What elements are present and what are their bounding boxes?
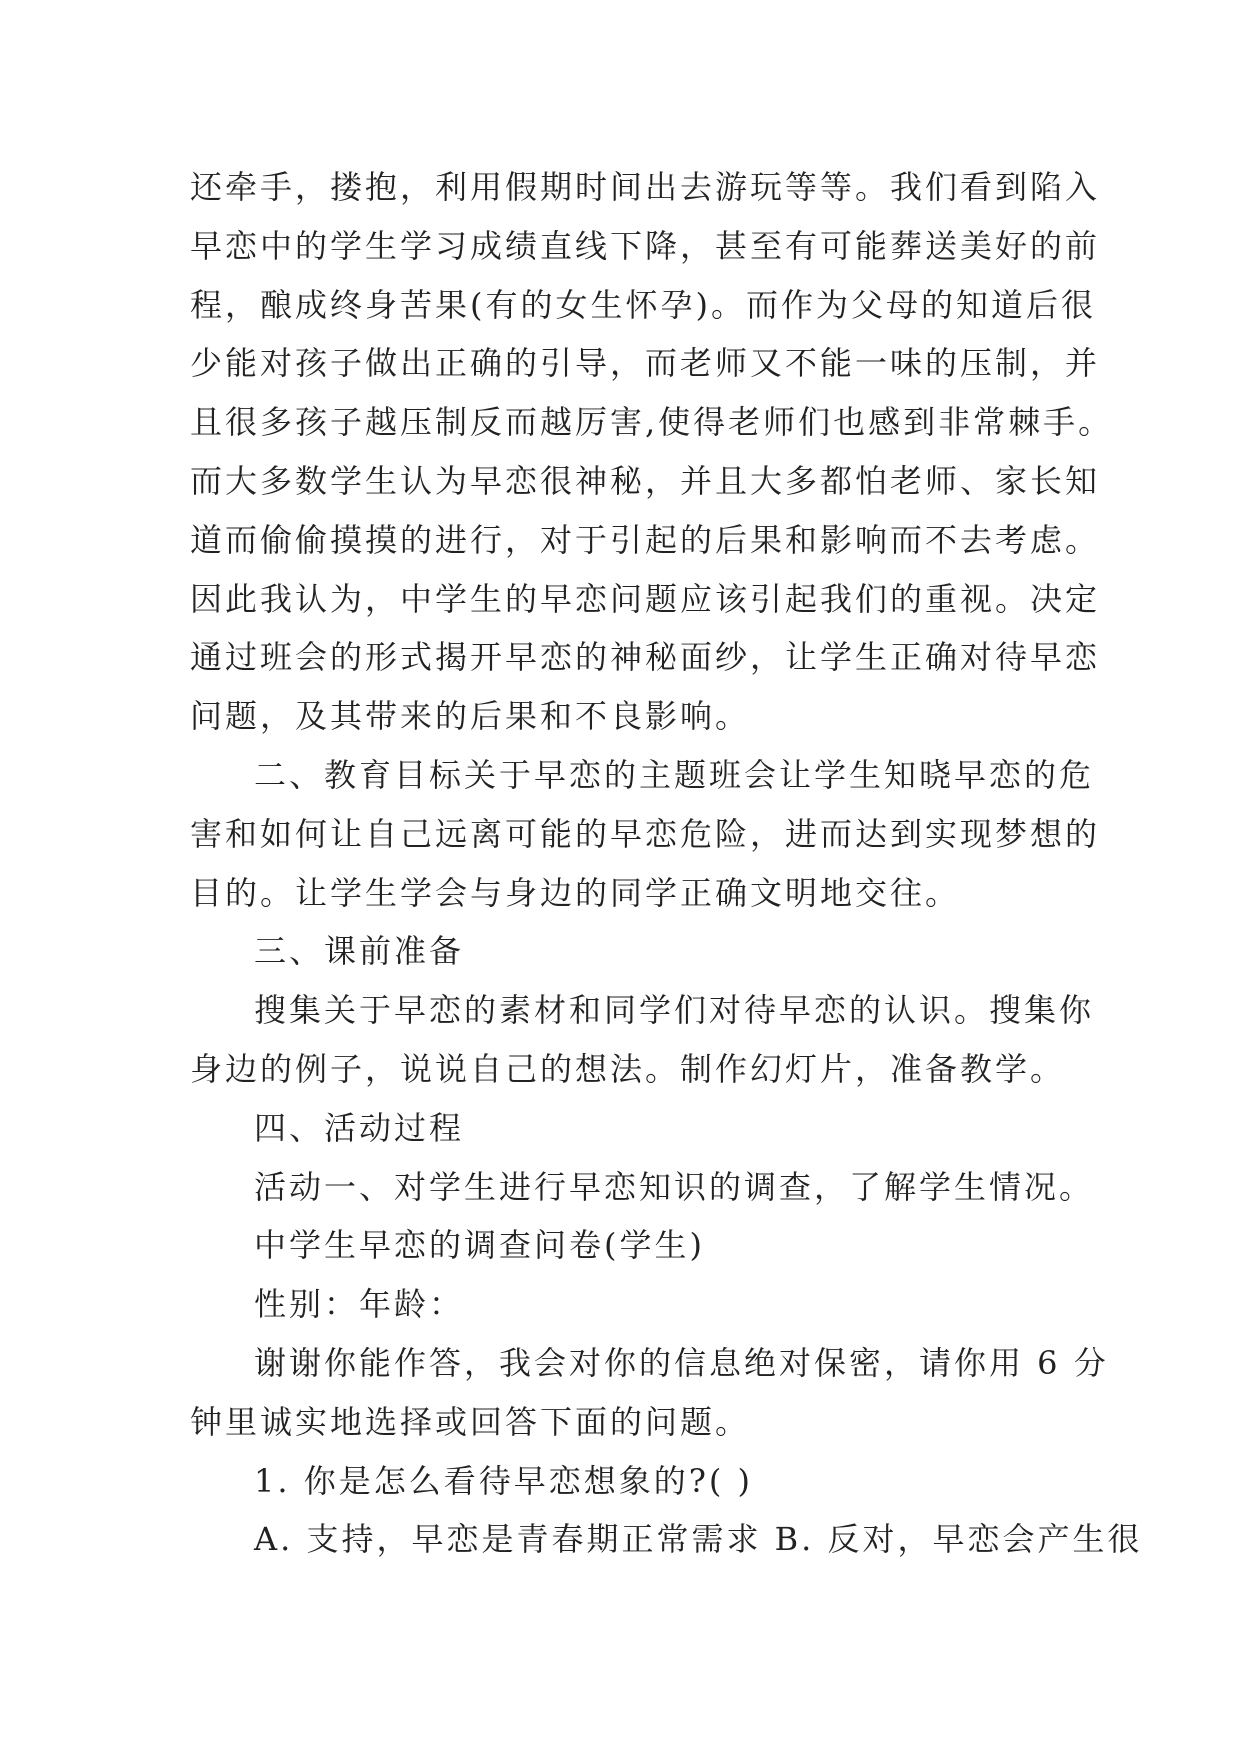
text-line: 程，酿成终身苦果(有的女生怀孕)。而作为父母的知道后很 (190, 285, 1096, 324)
text-line: 身边的例子，说说自己的想法。制作幻灯片，准备教学。 (190, 1049, 1066, 1088)
text-line: 活动一、对学生进行早恋知识的调查，了解学生情况。 (254, 1167, 1095, 1206)
text-line: 通过班会的形式揭开早恋的神秘面纱，让学生正确对待早恋 (190, 638, 1101, 677)
text-line: 而大多数学生认为早恋很神秘，并且大多都怕老师、家长知 (190, 461, 1101, 500)
text-line: 四、活动过程 (254, 1108, 465, 1147)
text-line: 且很多孩子越压制反而越厉害,使得老师们也感到非常棘手。 (190, 403, 1114, 442)
text-line: 还牵手，搂抱，利用假期时间出去游玩等等。我们看到陷入 (190, 168, 1101, 206)
text-line: 1. 你是怎么看待早恋想象的?( ) (254, 1461, 754, 1500)
text-line: 三、课前准备 (254, 932, 465, 971)
text-line: 早恋中的学生学习成绩直线下降，甚至有可能葬送美好的前 (190, 226, 1101, 265)
text-line: 搜集关于早恋的素材和同学们对待早恋的认识。搜集你 (254, 991, 1095, 1030)
text-line: A. 支持，早恋是青春期正常需求 B. 反对，早恋会产生很 (254, 1520, 1143, 1559)
text-line: 目的。让学生学会与身边的同学正确文明地交往。 (190, 873, 961, 912)
text-line: 二、教育目标关于早恋的主题班会让学生知晓早恋的危 (254, 755, 1095, 794)
text-line: 少能对孩子做出正确的引导，而老师又不能一味的压制，并 (190, 344, 1101, 383)
text-line: 钟里诚实地选择或回答下面的问题。 (190, 1402, 751, 1441)
text-line: 道而偷偷摸摸的进行，对于引起的后果和影响而不去考虑。 (190, 520, 1101, 559)
text-line: 谢谢你能作答，我会对你的信息绝对保密，请你用 6 分 (254, 1343, 1109, 1382)
text-line: 性别：年龄： (254, 1285, 465, 1324)
text-line: 中学生早恋的调查问卷(学生) (254, 1226, 705, 1265)
document-body (190, 158, 1143, 1569)
text-line: 因此我认为，中学生的早恋问题应该引起我们的重视。决定 (190, 579, 1101, 618)
text-line: 害和如何让自己远离可能的早恋危险，进而达到实现梦想的 (190, 814, 1101, 853)
text-line: 问题，及其带来的后果和不良影响。 (190, 697, 751, 736)
